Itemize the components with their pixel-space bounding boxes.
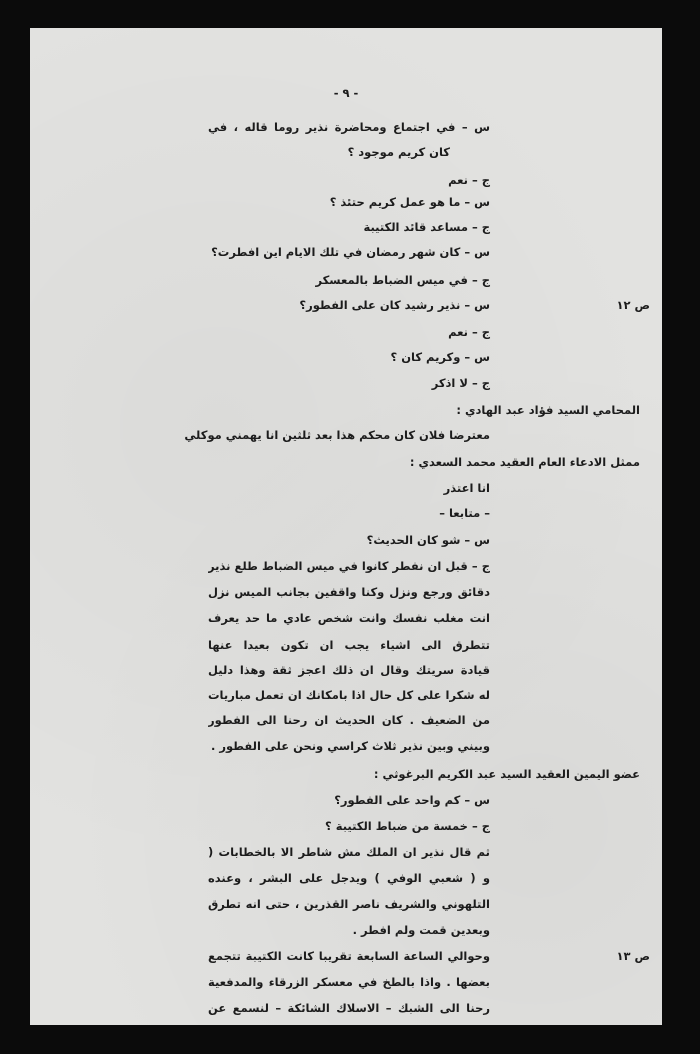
text-line: انا اعتذر bbox=[443, 481, 490, 495]
text-line: ج – خمسة من ضباط الكتيبة ؟ bbox=[325, 819, 490, 833]
text-line: و ( شعبي الوفي ) ويدجل على البشر ، وعنده bbox=[208, 871, 490, 885]
text-line: ج – لا اذكر bbox=[431, 376, 490, 390]
margin-note: ص ١٣ bbox=[616, 949, 650, 963]
text-line: وبعدين قمت ولم افطر . bbox=[352, 923, 490, 937]
text-line: س – كم واحد على الفطور؟ bbox=[334, 793, 490, 807]
text-line: س – في اجتماع ومحاضرة نذير روما قاله ، في bbox=[208, 120, 490, 134]
text-line: ج – نعم bbox=[448, 173, 490, 187]
text-line: دقائق ورجع ونزل وكنا واقفين بجانب الميس نزل bbox=[208, 585, 490, 599]
text-line: س – ما هو عمل كريم حتئذ ؟ bbox=[329, 195, 490, 209]
text-line: ج – قبل ان نفطر كانوا في ميس الضباط طلع نذير bbox=[208, 559, 490, 573]
text-line: ج – مساعد قائد الكتيبة bbox=[363, 220, 490, 234]
text-line: التلهوني والشريف ناصر القذرين ، حتى انه تطرق bbox=[208, 897, 490, 911]
speaker-heading: المحامي السيد فؤاد عبد الهادي : bbox=[456, 403, 640, 417]
text-line: ثم قال نذير ان الملك مش شاطر الا بالخطابات ( bbox=[208, 845, 490, 859]
text-line: له شكرا على كل حال اذا بامكانك ان تعمل مباريات bbox=[208, 688, 490, 702]
text-line: وحوالي الساعة السابعة تقريبا كانت الكتيبة تتجمع bbox=[208, 949, 490, 963]
text-line: رحنا الى الشبك – الاسلاك الشائكة – لنسمع عن bbox=[208, 1001, 490, 1015]
text-line: معترضا فلان كان محكم هذا بعد ثلثين انا يهمني موكلي bbox=[184, 428, 490, 442]
text-line: س – نذير رشيد كان على الفطور؟ bbox=[299, 298, 490, 312]
text-line: بعضها . واذا بالطخ في معسكر الزرقاء والمدفعية bbox=[208, 975, 490, 989]
text-line: س – وكريم كان ؟ bbox=[390, 350, 490, 364]
text-line: ج – في ميس الضباط بالمعسكر bbox=[315, 273, 490, 287]
speaker-heading: ممثل الادعاء العام العقيد محمد السعدي : bbox=[409, 455, 640, 469]
text-line: وبيني وبين نذير ثلاث كراسي ونحن على الفطور . bbox=[210, 739, 490, 753]
text-line: قيادة سريتك وقال ان ذلك اعجز ثقة وهذا دليل bbox=[208, 663, 490, 677]
margin-note: ص ١٢ bbox=[616, 298, 650, 312]
document-page bbox=[30, 28, 662, 1025]
text-line: كان كريم موجود ؟ bbox=[347, 145, 450, 159]
text-line: ج – نعم bbox=[448, 325, 490, 339]
text-line: تتطرق الى اشياء يجب ان تكون بعيدا عنها bbox=[208, 638, 490, 652]
page-number: - ٩ - bbox=[333, 86, 359, 100]
text-line: – متابعا – bbox=[439, 506, 490, 520]
text-line: س – كان شهر رمضان في تلك الايام اين افطرت؟ bbox=[211, 245, 490, 259]
text-line: انت مغلب نفسك وانت شخص عادي ما حد يعرف bbox=[208, 611, 490, 625]
text-line: س – شو كان الحديث؟ bbox=[366, 533, 490, 547]
text-line: من الضعيف . كان الحديث ان رحنا الى الفطور bbox=[208, 713, 490, 727]
speaker-heading: عضو اليمين العقيد السيد عبد الكريم البرغوثي : bbox=[373, 767, 640, 781]
